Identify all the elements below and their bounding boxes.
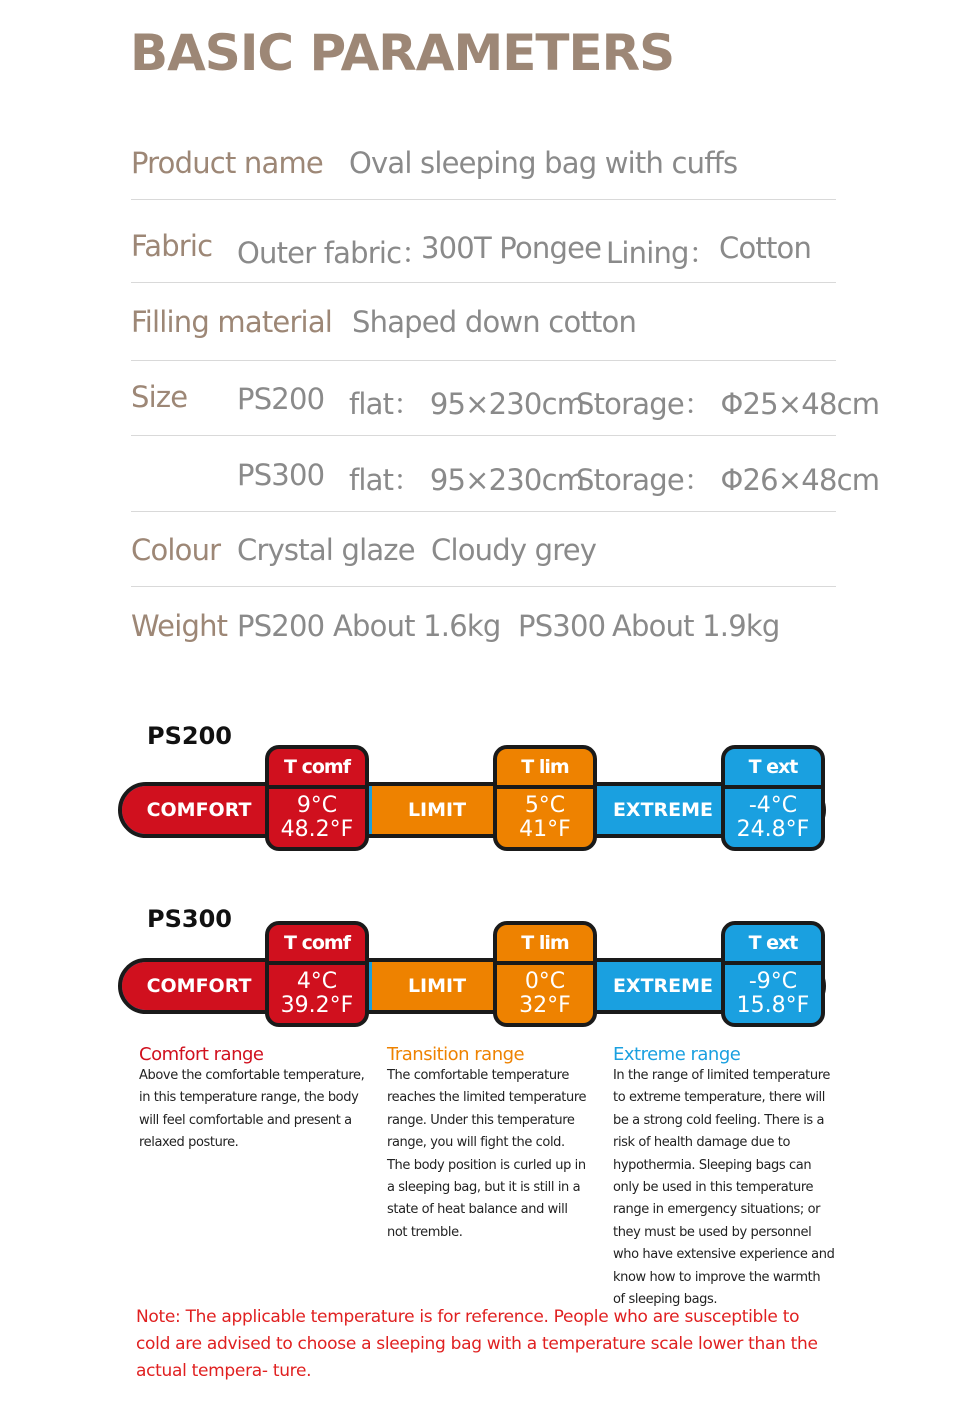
param-row-size-ps200: [131, 360, 880, 436]
lining-value: Cotton: [719, 231, 812, 265]
ps300-text-label: T ext: [725, 925, 821, 965]
param-row-filling: [131, 285, 836, 361]
comfort-range-text: Above the comfortable temperature, in this temperature range, the body will feel comfortable and present a relaxed posture.: [139, 1068, 365, 1151]
size-ps200-model: PS200: [237, 382, 325, 416]
transition-range-text: The comfortable temperature reaches the limited temperature range. Under this temperature range, you will fight the cold. The body position is curled up in a sleeping bag, but it is still in a state of heat balance and will not tremble.: [387, 1068, 587, 1240]
ps200-extreme-segment: EXTREME: [598, 786, 728, 834]
ps300-extreme-segment: EXTREME: [598, 962, 728, 1010]
size-ps200-flat: flat： 95×230cm: [349, 387, 585, 421]
size-label: Size: [131, 380, 188, 414]
ps300-tlim-box: [493, 921, 597, 1027]
extreme-range-title: Extreme range: [613, 1044, 741, 1065]
ps300-comfort-segment: COMFORT: [122, 962, 276, 1010]
param-row-colour: [131, 511, 836, 587]
ps300-text-box: [721, 921, 825, 1027]
size-ps300-flat: flat： 95×230cm: [349, 463, 585, 497]
ps300-tcomf-celsius: 4°C: [296, 969, 338, 994]
size-ps300-model: PS300: [237, 458, 325, 492]
ps200-tlim-celsius: 5°C: [524, 793, 566, 818]
colour-label: Colour: [131, 533, 221, 567]
weight-ps300-model: PS300: [518, 609, 606, 643]
param-row-fabric: [131, 207, 836, 283]
ps300-tlim-celsius: 0°C: [524, 969, 566, 994]
transition-range-title: Transition range: [387, 1044, 525, 1065]
note-text: Note: The applicable temperature is for reference. People who are susceptible to cold are advised to choose a sleeping bag with a temperature scale lower than the actual tempera- ture.: [136, 1307, 818, 1381]
ps300-tlim-fahrenheit: 32°F: [519, 993, 571, 1018]
ps200-temp-title: PS200: [147, 722, 232, 750]
filling-label: Filling material: [131, 305, 333, 339]
param-row-product-name: [131, 124, 836, 200]
fabric-label: Fabric: [131, 229, 213, 263]
ps200-tlim-label: T lim: [497, 749, 593, 789]
ps300-temp-bar: [118, 958, 826, 1014]
size-ps300-storage: Storage： Φ26×48cm: [576, 463, 880, 497]
transition-range-block: [387, 1044, 587, 1244]
page-title: BASIC PARAMETERS: [130, 24, 675, 82]
ps200-limit-segment: LIMIT: [372, 786, 502, 834]
ps200-text-fahrenheit: 24.8°F: [736, 817, 810, 842]
ps200-tcomf-box: [265, 745, 369, 851]
ps300-limit-segment: LIMIT: [372, 962, 502, 1010]
ps200-text-label: T ext: [725, 749, 821, 789]
product-name-value: Oval sleeping bag with cuffs: [349, 146, 738, 180]
param-row-weight: [131, 587, 836, 663]
weight-ps200-model: PS200: [237, 609, 325, 643]
ps200-tlim-fahrenheit: 41°F: [519, 817, 571, 842]
weight-label: Weight: [131, 609, 228, 643]
ps200-comfort-segment: COMFORT: [122, 786, 276, 834]
ps200-text-box: [721, 745, 825, 851]
divider: [131, 199, 836, 200]
outer-fabric-value: 300T Pongee: [421, 231, 602, 265]
extreme-range-text: In the range of limited temperature to extreme temperature, there will be a strong cold feeling. There is a risk of health damage due to hypothermia. Sleeping bags can only be used in this temperature range in emergency situations; or they must be used by personnel who have extensive experience and know how to improve the warmth of sleeping bags.: [613, 1068, 835, 1308]
ps300-tcomf-box: [265, 921, 369, 1027]
ps300-tcomf-fahrenheit: 39.2°F: [280, 993, 354, 1018]
divider: [131, 282, 836, 283]
product-name-label: Product name: [131, 146, 323, 180]
size-ps200-storage: Storage： Φ25×48cm: [576, 387, 880, 421]
extreme-range-block: [613, 1044, 835, 1311]
outer-fabric-label: Outer fabric：: [237, 236, 430, 270]
ps300-temp-title: PS300: [147, 905, 232, 933]
weight-ps300-value: About 1.9kg: [612, 609, 780, 643]
param-row-size-ps300: [131, 436, 880, 512]
comfort-range-title: Comfort range: [139, 1044, 264, 1065]
weight-ps200-value: About 1.6kg: [333, 609, 501, 643]
ps300-tcomf-label: T comf: [269, 925, 365, 965]
ps300-text-celsius: -9°C: [748, 969, 798, 994]
lining-label: Lining：: [606, 236, 717, 270]
colour-option-1: Crystal glaze: [237, 533, 415, 567]
ps200-text-celsius: -4°C: [748, 793, 798, 818]
ps200-tcomf-celsius: 9°C: [296, 793, 338, 818]
comfort-range-block: [139, 1044, 371, 1155]
ps300-tlim-label: T lim: [497, 925, 593, 965]
colour-option-2: Cloudy grey: [431, 533, 597, 567]
ps200-tcomf-label: T comf: [269, 749, 365, 789]
ps200-tcomf-fahrenheit: 48.2°F: [280, 817, 354, 842]
filling-value: Shaped down cotton: [352, 305, 637, 339]
ps300-text-fahrenheit: 15.8°F: [736, 993, 810, 1018]
ps200-tlim-box: [493, 745, 597, 851]
ps200-temp-bar: [118, 782, 826, 838]
